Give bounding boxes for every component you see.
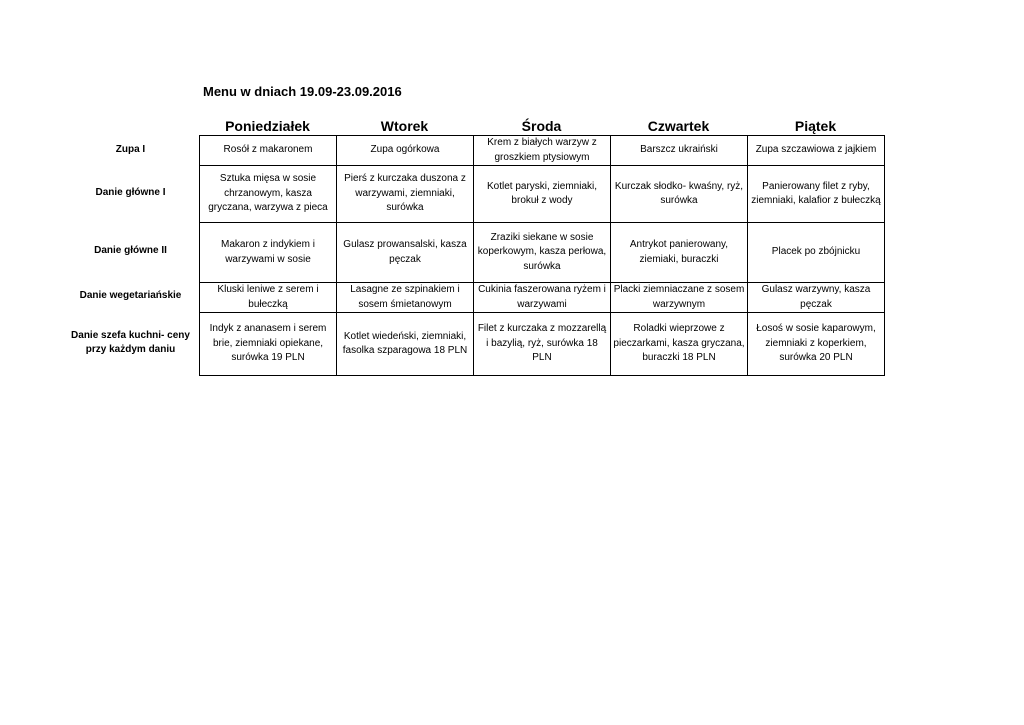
menu-cell: Zupa szczawiowa z jajkiem	[748, 136, 885, 166]
menu-cell: Kluski leniwe z serem i bułeczką	[200, 283, 337, 313]
menu-cell: Krem z białych warzyw z groszkiem ptysiowym	[474, 136, 611, 166]
day-header-friday: Piątek	[794, 118, 837, 134]
menu-cell: Zupa ogórkowa	[337, 136, 474, 166]
day-header-row	[199, 118, 885, 134]
table-row	[200, 313, 885, 376]
table-row	[200, 283, 885, 313]
menu-cell: Gulasz warzywny, kasza pęczak	[748, 283, 885, 313]
menu-cell: Barszcz ukraiński	[611, 136, 748, 166]
menu-table	[199, 135, 885, 376]
row-label-main-1: Danie główne I	[95, 186, 166, 198]
row-label-soup: Zupa I	[115, 144, 146, 155]
table-row	[200, 136, 885, 166]
row-label-chef: Danie szefa kuchni- ceny przy każdym daniu	[71, 329, 190, 355]
table-row	[200, 223, 885, 283]
menu-cell: Rosół z makaronem	[200, 136, 337, 166]
day-header-wednesday: Środa	[521, 118, 562, 134]
page-title: Menu w dniach 19.09-23.09.2016	[203, 84, 402, 99]
row-label-vegetarian: Danie wegetariańskie	[79, 290, 182, 301]
menu-cell: Kotlet paryski, ziemniaki, brokuł z wody	[474, 166, 611, 223]
menu-cell: Filet z kurczaka z mozzarellą i bazylią, ryż, surówka 18 PLN	[474, 313, 611, 376]
menu-cell: Lasagne ze szpinakiem i sosem śmietanowym	[337, 283, 474, 313]
day-header-monday: Poniedziałek	[225, 118, 310, 134]
menu-cell: Kotlet wiedeński, ziemniaki, fasolka szparagowa 18 PLN	[337, 313, 474, 376]
row-label-main-2: Danie główne II	[94, 245, 167, 256]
day-header-thursday: Czwartek	[647, 118, 710, 134]
menu-cell: Indyk z ananasem i serem brie, ziemniaki opiekane, surówka 19 PLN	[200, 313, 337, 376]
menu-cell: Antrykot panierowany, ziemiaki, buraczki	[611, 223, 748, 283]
menu-cell: Roladki wieprzowe z pieczarkami, kasza gryczana, buraczki 18 PLN	[611, 313, 748, 376]
menu-cell: Gulasz prowansalski, kasza pęczak	[337, 223, 474, 283]
menu-cell: Sztuka mięsa w sosie chrzanowym, kasza gryczana, warzywa z pieca	[200, 166, 337, 223]
menu-cell: Panierowany filet z ryby, ziemniaki, kalafior z bułeczką	[748, 166, 885, 223]
menu-cell: Łosoś w sosie kaparowym, ziemniaki z koperkiem, surówka 20 PLN	[748, 313, 885, 376]
table-row	[200, 166, 885, 223]
menu-cell: Makaron z indykiem i warzywami w sosie	[200, 223, 337, 283]
day-header-tuesday: Wtorek	[380, 118, 429, 134]
menu-cell: Pierś z kurczaka duszona z warzywami, ziemniaki, surówka	[337, 166, 474, 223]
menu-cell: Placek po zbójnicku	[748, 223, 885, 283]
menu-cell: Cukinia faszerowana ryżem i warzywami	[474, 283, 611, 313]
menu-cell: Kurczak słodko- kwaśny, ryż, surówka	[611, 166, 748, 223]
menu-cell: Placki ziemniaczane z sosem warzywnym	[611, 283, 748, 313]
menu-cell: Zraziki siekane w sosie koperkowym, kasza perłowa, surówka	[474, 223, 611, 283]
row-labels	[62, 136, 199, 374]
